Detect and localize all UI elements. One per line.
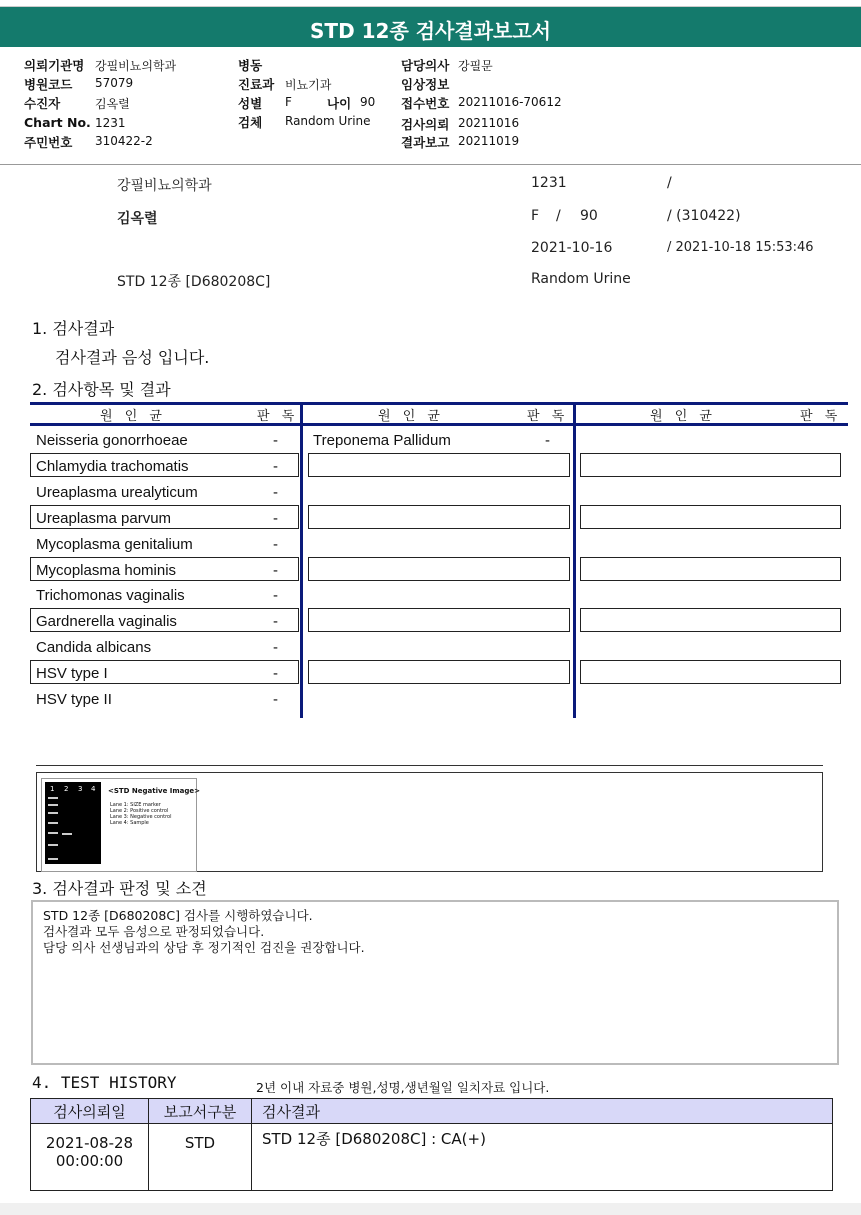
section-1-title: 1. 검사결과: [32, 319, 115, 338]
marker-band: [48, 804, 58, 806]
organism-name: Candida albicans: [36, 639, 152, 656]
col3-result-header: 판 독: [800, 409, 842, 424]
value-age: 90: [360, 95, 376, 109]
organism-result: -: [273, 458, 278, 475]
col1-organism-header: 원 인 균: [100, 409, 166, 424]
organism-name: Mycoplasma hominis: [36, 562, 177, 579]
organism-name: HSV type I: [36, 665, 108, 682]
organism-name: Ureaplasma urealyticum: [36, 484, 198, 501]
marker-band: [48, 832, 58, 834]
label-ward: 병동: [238, 58, 263, 73]
footer-strip: [0, 1203, 861, 1215]
info-request-date: 2021-10-16: [531, 240, 613, 256]
label-request-date: 검사의뢰: [401, 117, 450, 132]
organism-name: Gardnerella vaginalis: [36, 613, 177, 630]
organism-result: -: [273, 587, 278, 604]
info-hospital: 강필비뇨의학과: [117, 178, 212, 194]
row-box: [580, 608, 841, 632]
info-sex: F: [531, 208, 540, 224]
row-box: [308, 453, 570, 477]
organism-name: Mycoplasma genitalium: [36, 536, 193, 553]
label-rrn: 주민번호: [24, 135, 73, 150]
info-report-datetime: / 2021-10-18 15:53:46: [667, 240, 814, 255]
opinion-line: 검사결과 모두 음성으로 판정되었습니다.: [43, 924, 265, 939]
history-header-row: [31, 1099, 833, 1124]
col3-organism-header: 원 인 균: [650, 409, 716, 424]
section-4-title: 4. TEST HISTORY: [32, 1073, 177, 1092]
lane-label: 3: [78, 785, 83, 793]
history-date-cell: [31, 1124, 149, 1191]
gel-legend-item: Lane 4: Sample: [110, 820, 149, 826]
value-specimen: Random Urine: [285, 114, 371, 128]
value-receipt-no: 20211016-70612: [458, 95, 562, 109]
history-type: STD: [149, 1124, 252, 1191]
report-title: STD 12종 검사결과보고서: [310, 19, 551, 43]
value-chart-no: 1231: [95, 116, 126, 130]
history-header: 보고서구분: [149, 1099, 252, 1124]
info-age: 90: [580, 208, 598, 224]
organism-result: -: [273, 613, 278, 630]
row-box: [308, 608, 570, 632]
label-report-date: 결과보고: [401, 135, 450, 150]
grid-divider-1: [300, 402, 303, 718]
section-2-title: 2. 검사항목 및 결과: [32, 380, 171, 399]
organism-result: -: [273, 639, 278, 656]
info-slash: /: [667, 175, 672, 191]
value-report-date: 20211019: [458, 134, 520, 148]
row-box: [308, 557, 570, 581]
organism-name: Ureaplasma parvum: [36, 510, 172, 527]
label-receipt-no: 접수번호: [401, 96, 450, 111]
gel-photo: [45, 782, 101, 864]
row-box: [580, 453, 841, 477]
organism-result: -: [273, 432, 278, 449]
value-request-date: 20211016: [458, 116, 520, 130]
organism-name: Treponema Pallidum: [313, 432, 451, 449]
value-hospital-code: 57079: [95, 76, 134, 90]
history-result: STD 12종 [D680208C] : CA(+): [252, 1124, 833, 1191]
table-row: [31, 1124, 833, 1191]
col2-organism-header: 원 인 균: [378, 409, 444, 424]
organism-name: Chlamydia trachomatis: [36, 458, 189, 475]
row-box: [580, 557, 841, 581]
opinion-line: STD 12종 [D680208C] 검사를 시행하였습니다.: [43, 908, 313, 923]
info-patient: 김옥렬: [117, 211, 158, 227]
lane-label: 1: [50, 785, 55, 793]
row-box: [308, 660, 570, 684]
marker-band: [48, 822, 58, 824]
marker-band: [48, 858, 58, 860]
gel-title: <STD Negative Image>: [108, 787, 201, 795]
positive-band: [62, 833, 72, 835]
report-header: [0, 46, 861, 165]
info-rrn: / (310422): [667, 208, 741, 224]
gel-legend: [110, 802, 172, 826]
value-patient: 김옥렬: [95, 97, 130, 111]
info-test: STD 12종 [D680208C]: [117, 274, 271, 290]
organism-result: -: [273, 510, 278, 527]
section-3-title: 3. 검사결과 판정 및 소견: [32, 879, 207, 898]
row-box: [308, 505, 570, 529]
organism-name: Neisseria gonorrhoeae: [36, 432, 188, 449]
section-1-text: 검사결과 음성 입니다.: [55, 348, 210, 367]
label-institution: 의뢰기관명: [24, 58, 85, 73]
history-header: 검사의뢰일: [31, 1099, 149, 1124]
row-box: [580, 660, 841, 684]
report-title-bar: [0, 6, 861, 47]
value-sex: F: [285, 95, 292, 109]
label-clinical-info: 임상정보: [401, 77, 450, 92]
label-doctor: 담당의사: [401, 58, 450, 73]
grid-divider-2: [573, 402, 576, 718]
organism-name: Trichomonas vaginalis: [36, 587, 185, 604]
col1-result-header: 판 독: [257, 409, 299, 424]
history-header: 검사결과: [252, 1099, 833, 1124]
value-doctor: 강필문: [458, 59, 493, 73]
info-specimen: Random Urine: [531, 271, 631, 287]
label-sex: 성별: [238, 96, 263, 111]
organism-result: -: [273, 665, 278, 682]
lane-label: 2: [64, 785, 69, 793]
section-4-note: 2년 이내 자료중 병원,성명,생년월일 일치자료 입니다.: [256, 1080, 550, 1095]
history-time: 00:00:00: [55, 1152, 124, 1170]
opinion-box: [31, 900, 839, 1065]
organism-name: HSV type II: [36, 691, 112, 708]
gel-legend-item: Lane 2: Positive control: [110, 808, 169, 814]
label-chart-no: Chart No.: [24, 115, 91, 130]
col2-result-header: 판 독: [527, 409, 569, 424]
label-specimen: 검체: [238, 115, 263, 130]
value-rrn: 310422-2: [95, 134, 153, 148]
value-department: 비뇨기과: [285, 78, 332, 92]
label-patient: 수진자: [24, 96, 61, 111]
label-department: 진료과: [238, 77, 275, 92]
label-age: 나이: [327, 96, 352, 111]
label-hospital-code: 병원코드: [24, 77, 73, 92]
info-sep: /: [556, 208, 561, 224]
organism-result: -: [273, 562, 278, 579]
gel-legend-item: Lane 1: SIZE marker: [110, 802, 161, 808]
info-chart: 1231: [531, 175, 567, 191]
marker-band: [48, 812, 58, 814]
divider-line: [36, 765, 823, 766]
opinion-line: 담당 의사 선생님과의 상담 후 정기적인 검진을 권장합니다.: [43, 940, 365, 955]
row-box: [580, 505, 841, 529]
marker-band: [48, 844, 58, 846]
value-institution: 강필비뇨의학과: [95, 59, 177, 73]
history-table: [30, 1098, 833, 1191]
organism-result: -: [273, 691, 278, 708]
organism-result: -: [545, 432, 550, 449]
marker-band: [48, 797, 58, 799]
lane-label: 4: [91, 785, 96, 793]
history-date: 2021-08-28: [45, 1134, 134, 1152]
organism-result: -: [273, 484, 278, 501]
gel-legend-item: Lane 3: Negative control: [110, 814, 172, 820]
organism-result: -: [273, 536, 278, 553]
